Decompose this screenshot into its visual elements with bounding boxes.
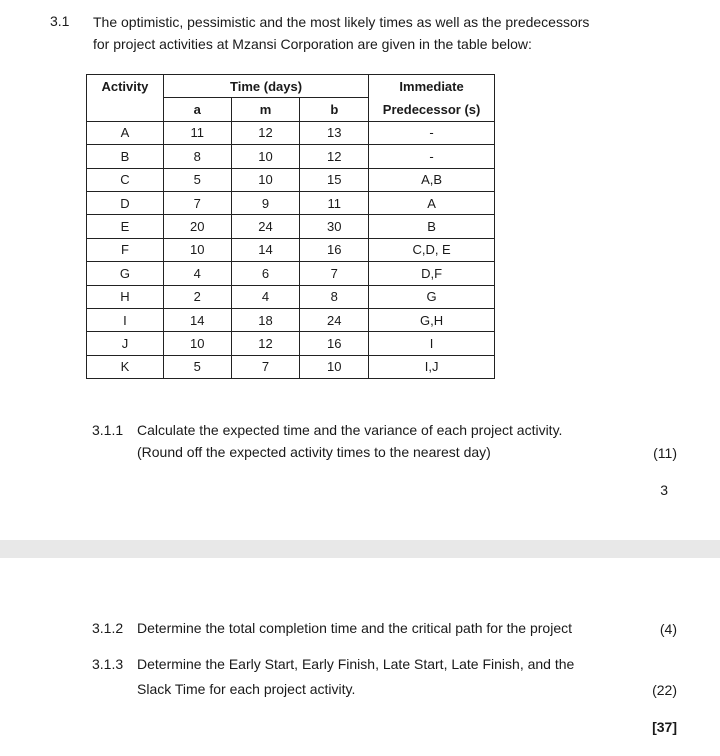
question-number: 3.1	[50, 13, 70, 29]
cell-b: 16	[300, 238, 369, 261]
table-row	[87, 121, 495, 144]
header-col-m: m	[231, 98, 300, 121]
cell-b: 8	[300, 285, 369, 308]
cell-a: 4	[163, 262, 231, 285]
header-predecessor-line-2: Predecessor (s)	[369, 98, 495, 121]
cell-predecessor: I,J	[369, 355, 495, 378]
header-time: Time (days)	[163, 75, 368, 98]
cell-predecessor: I	[369, 332, 495, 355]
cell-b: 11	[300, 191, 369, 214]
cell-m: 6	[231, 262, 300, 285]
table-row	[87, 332, 495, 355]
sub3-line-2: Slack Time for each project activity.	[137, 681, 356, 697]
cell-m: 10	[231, 168, 300, 191]
cell-activity: E	[87, 215, 164, 238]
page-separator	[0, 540, 720, 558]
cell-activity: C	[87, 168, 164, 191]
cell-b: 15	[300, 168, 369, 191]
sub1-line-2: (Round off the expected activity times to the nearest day)	[137, 444, 491, 460]
sub3-line-1: Determine the Early Start, Early Finish, Late Start, Late Finish, and the	[137, 656, 575, 672]
cell-activity: I	[87, 308, 164, 331]
cell-m: 10	[231, 145, 300, 168]
table-row	[87, 145, 495, 168]
cell-a: 5	[163, 355, 231, 378]
cell-activity: A	[87, 121, 164, 144]
sub2-marks: (4)	[659, 621, 677, 637]
cell-activity: G	[87, 262, 164, 285]
header-col-a: a	[163, 98, 231, 121]
cell-m: 12	[231, 121, 300, 144]
cell-a: 7	[163, 191, 231, 214]
cell-m: 24	[231, 215, 300, 238]
header-predecessor-line-1: Immediate	[369, 75, 495, 98]
table-row	[87, 355, 495, 378]
cell-m: 12	[231, 332, 300, 355]
cell-m: 7	[231, 355, 300, 378]
cell-activity: J	[87, 332, 164, 355]
sub2-line-1: Determine the total completion time and the critical path for the project	[137, 620, 572, 636]
total-marks: [37]	[652, 719, 677, 735]
cell-predecessor: -	[369, 145, 495, 168]
table-row	[87, 215, 495, 238]
cell-predecessor: -	[369, 121, 495, 144]
question-intro-line-2: for project activities at Mzansi Corporation are given in the table below:	[93, 36, 532, 52]
cell-b: 7	[300, 262, 369, 285]
cell-predecessor: G	[369, 285, 495, 308]
sub1-line-1: Calculate the expected time and the variance of each project activity.	[137, 422, 563, 438]
sub3-number: 3.1.3	[92, 656, 124, 672]
sub1-marks: (11)	[653, 445, 677, 461]
page-two	[0, 558, 720, 756]
sub1-number: 3.1.1	[92, 422, 124, 438]
cell-activity: H	[87, 285, 164, 308]
cell-a: 11	[163, 121, 231, 144]
cell-a: 5	[163, 168, 231, 191]
cell-activity: K	[87, 355, 164, 378]
table-row	[87, 238, 495, 261]
page-number: 3	[660, 482, 668, 498]
cell-b: 30	[300, 215, 369, 238]
header-activity-blank	[87, 98, 164, 121]
cell-predecessor: B	[369, 215, 495, 238]
sub2-number: 3.1.2	[92, 620, 124, 636]
cell-predecessor: D,F	[369, 262, 495, 285]
header-col-b: b	[300, 98, 369, 121]
cell-a: 14	[163, 308, 231, 331]
cell-predecessor: G,H	[369, 308, 495, 331]
cell-activity: D	[87, 191, 164, 214]
header-activity: Activity	[87, 75, 164, 98]
table-row	[87, 262, 495, 285]
activity-table	[86, 74, 495, 379]
table-row	[87, 191, 495, 214]
cell-a: 10	[163, 332, 231, 355]
cell-b: 24	[300, 308, 369, 331]
table-row	[87, 285, 495, 308]
table-row	[87, 308, 495, 331]
cell-b: 16	[300, 332, 369, 355]
cell-activity: B	[87, 145, 164, 168]
table-row	[87, 168, 495, 191]
cell-b: 12	[300, 145, 369, 168]
cell-b: 10	[300, 355, 369, 378]
cell-a: 8	[163, 145, 231, 168]
cell-activity: F	[87, 238, 164, 261]
sub3-marks: (22)	[652, 682, 677, 698]
cell-a: 10	[163, 238, 231, 261]
cell-a: 20	[163, 215, 231, 238]
cell-predecessor: C,D, E	[369, 238, 495, 261]
cell-predecessor: A,B	[369, 168, 495, 191]
cell-m: 9	[231, 191, 300, 214]
cell-b: 13	[300, 121, 369, 144]
cell-a: 2	[163, 285, 231, 308]
cell-m: 4	[231, 285, 300, 308]
cell-predecessor: A	[369, 191, 495, 214]
question-intro-line-1: The optimistic, pessimistic and the most likely times as well as the predecessors	[93, 14, 590, 30]
cell-m: 18	[231, 308, 300, 331]
cell-m: 14	[231, 238, 300, 261]
